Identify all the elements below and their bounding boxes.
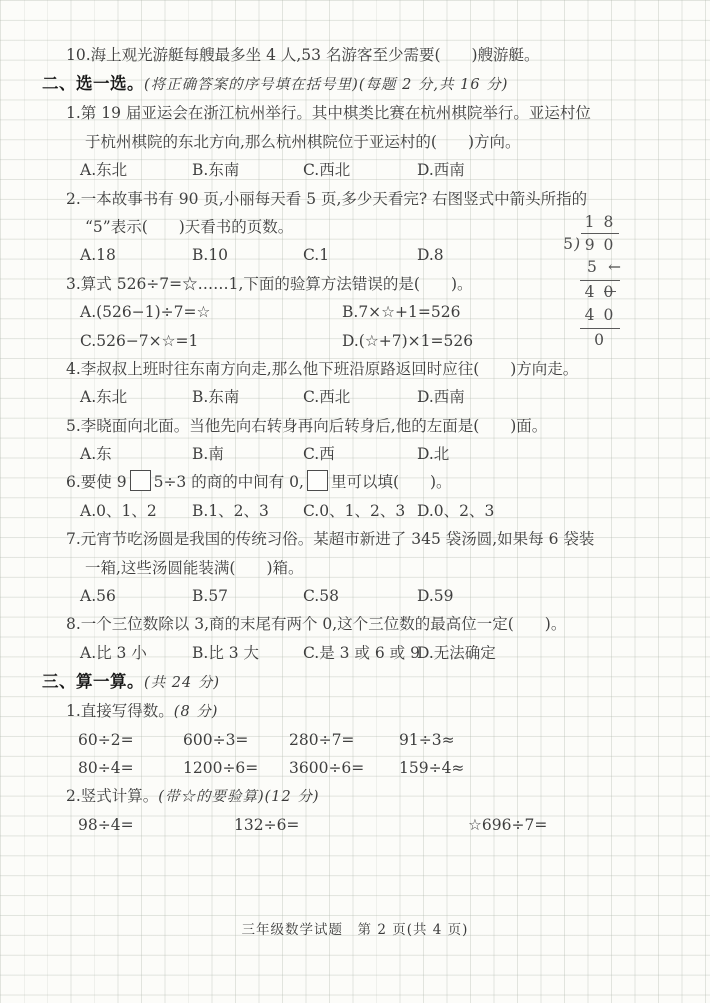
q6-option-a: A.0、1、2 [80, 501, 157, 520]
calc-sub2-note: (带☆的要验算)(12 分) [158, 789, 320, 806]
ld-quotient: 1 8 [584, 213, 616, 231]
q8-option-c: C.是 3 或 6 或 9 [303, 643, 420, 662]
q5-option-d: D.北 [417, 445, 450, 464]
section-choose-header [42, 69, 682, 99]
expr-star-696-div-7: ☆696÷7= [468, 815, 548, 834]
q2-line1: 2.一本故事书有 90 页,小丽每天看 5 页,多少天看完? 右图竖式中箭头所指的 [66, 189, 588, 208]
long-division-figure [560, 211, 620, 352]
q4-option-a: A.东北 [80, 388, 128, 407]
q6-text-part3: 里可以填( )。 [330, 473, 452, 492]
calc-sub1-text: 1.直接写得数。 [66, 702, 174, 721]
q4-option-c: C.西北 [303, 388, 351, 407]
ld-divisor: 5 [563, 235, 573, 253]
expr-91-div-3: 91÷3≈ [399, 730, 455, 749]
q1-line1: 1.第 19 届亚运会在浙江杭州举行。其中棋类比赛在杭州棋院举行。亚运村位 [66, 104, 591, 123]
q5-line1: 5.李晓面向北面。当他先向右转身再向后转身后,他的左面是( )面。 [66, 416, 548, 435]
q3-option-c: C.526−7×☆=1 [80, 331, 199, 350]
column-calc-row [42, 811, 682, 839]
q6-options [42, 497, 682, 525]
q8-options [42, 639, 682, 667]
ld-step-3: 4 0 [580, 304, 620, 329]
expr-1200-div-6: 1200÷6= [183, 758, 259, 777]
expr-132-div-6: 132÷6= [234, 815, 300, 834]
q5-option-a: A.东 [80, 445, 112, 464]
section-calc-header [42, 667, 682, 697]
question-10-text: 10.海上观光游艇每艘最多坐 4 人,53 名游客至少需要( )艘游艇。 [66, 46, 540, 64]
q3-option-d: D.(☆+7)×1=526 [342, 331, 474, 350]
calc-sub1-label [42, 697, 682, 725]
q6-line1 [42, 468, 682, 496]
q2-option-b: B.10 [192, 246, 229, 265]
q7-option-d: D.59 [417, 587, 454, 606]
q5-option-c: C.西 [303, 445, 335, 464]
q3-option-a: A.(526−1)÷7=☆ [80, 303, 211, 322]
ld-division-bracket: ) [572, 235, 582, 253]
expr-159-div-4: 159÷4≈ [399, 758, 465, 777]
ld-remainder: 0 [594, 330, 606, 349]
q1-option-b: B.东南 [192, 161, 240, 180]
q7-line2: 一箱,这些汤圆能装满( )箱。 [85, 558, 304, 577]
q1-line2: 于杭州棋院的东北方向,那么杭州棋院位于亚运村的( )方向。 [85, 132, 521, 151]
page-footer: 三年级数学试题 第 2 页(共 4 页) [241, 922, 469, 938]
ld-dividend: 9 0 [581, 233, 619, 256]
q1-options [42, 156, 682, 184]
q8-line1: 8.一个三位数除以 3,商的末尾有两个 0,这个三位数的最高位一定( )。 [66, 615, 567, 634]
q7-option-b: B.57 [192, 587, 229, 606]
ld-step-1-value: 5 [587, 258, 599, 276]
q1-option-d: D.西南 [417, 161, 465, 180]
section-calc-title: 三、算一算。 [42, 672, 144, 692]
calc-sub2-label [42, 782, 682, 810]
q6-blank-box-1 [130, 470, 151, 491]
ld-divisor-dividend-row [560, 233, 620, 256]
q7-line1: 7.元宵节吃汤圆是我国的传统习俗。某超市新进了 345 袋汤圆,如果每 6 袋装 [66, 530, 595, 549]
q7-option-c: C.58 [303, 587, 339, 606]
q7-options [42, 582, 682, 610]
left-arrow-icon: ← [608, 256, 621, 303]
q1-option-a: A.东北 [80, 161, 128, 180]
q6-option-d: D.0、2、3 [417, 501, 495, 520]
q4-option-d: D.西南 [417, 388, 465, 407]
section-choose-note: (将正确答案的序号填在括号里)(每题 2 分,共 16 分) [144, 77, 509, 94]
q2-option-d: D.8 [417, 246, 444, 265]
mental-math-row-1 [42, 726, 682, 754]
ld-step-1 [580, 256, 620, 281]
q4-options [42, 383, 682, 411]
q7-option-a: A.56 [80, 587, 116, 606]
expr-60-div-2: 60÷2= [78, 730, 134, 749]
q8-option-d: D.无法确定 [417, 643, 496, 662]
q6-option-c: C.0、1、2、3 [303, 501, 406, 520]
q2-option-a: A.18 [80, 246, 116, 265]
expr-3600-div-6: 3600÷6= [289, 758, 365, 777]
calc-sub1-note: (8 分) [173, 704, 219, 721]
q5-option-b: B.南 [192, 445, 224, 464]
expr-80-div-4: 80÷4= [78, 758, 134, 777]
q3-option-b: B.7×☆+1=526 [342, 303, 461, 322]
calc-sub2-text: 2.竖式计算。 [66, 787, 159, 806]
ld-step-2: 4 0 [584, 282, 616, 301]
expr-98-div-4: 98÷4= [78, 815, 134, 834]
q6-text-part1: 6.要使 9 [66, 473, 127, 492]
q2-option-c: C.1 [303, 246, 330, 265]
q4-option-b: B.东南 [192, 388, 240, 407]
q1-option-c: C.西北 [303, 161, 351, 180]
section-calc-note: (共 24 分) [144, 675, 220, 692]
q5-options [42, 440, 682, 468]
q8-option-a: A.比 3 小 [80, 643, 147, 662]
q6-option-b: B.1、2、3 [192, 501, 269, 520]
q3-line1: 3.算式 526÷7=☆……1,下面的验算方法错误的是( )。 [66, 274, 473, 293]
q8-option-b: B.比 3 大 [192, 643, 260, 662]
q4-line1: 4.李叔叔上班时往东南方向走,那么他下班沿原路返回时应往( )方向走。 [66, 359, 579, 378]
q6-text-part2: 5÷3 的商的中间有 0, [153, 473, 304, 492]
q2-line2: “5”表示( )天看书的页数。 [85, 217, 294, 236]
q6-blank-box-2 [307, 470, 328, 491]
expr-600-div-3: 600÷3= [183, 730, 249, 749]
section-choose-title: 二、选一选。 [42, 74, 144, 94]
mental-math-row-2 [42, 754, 682, 782]
expr-280-div-7: 280÷7= [289, 730, 355, 749]
